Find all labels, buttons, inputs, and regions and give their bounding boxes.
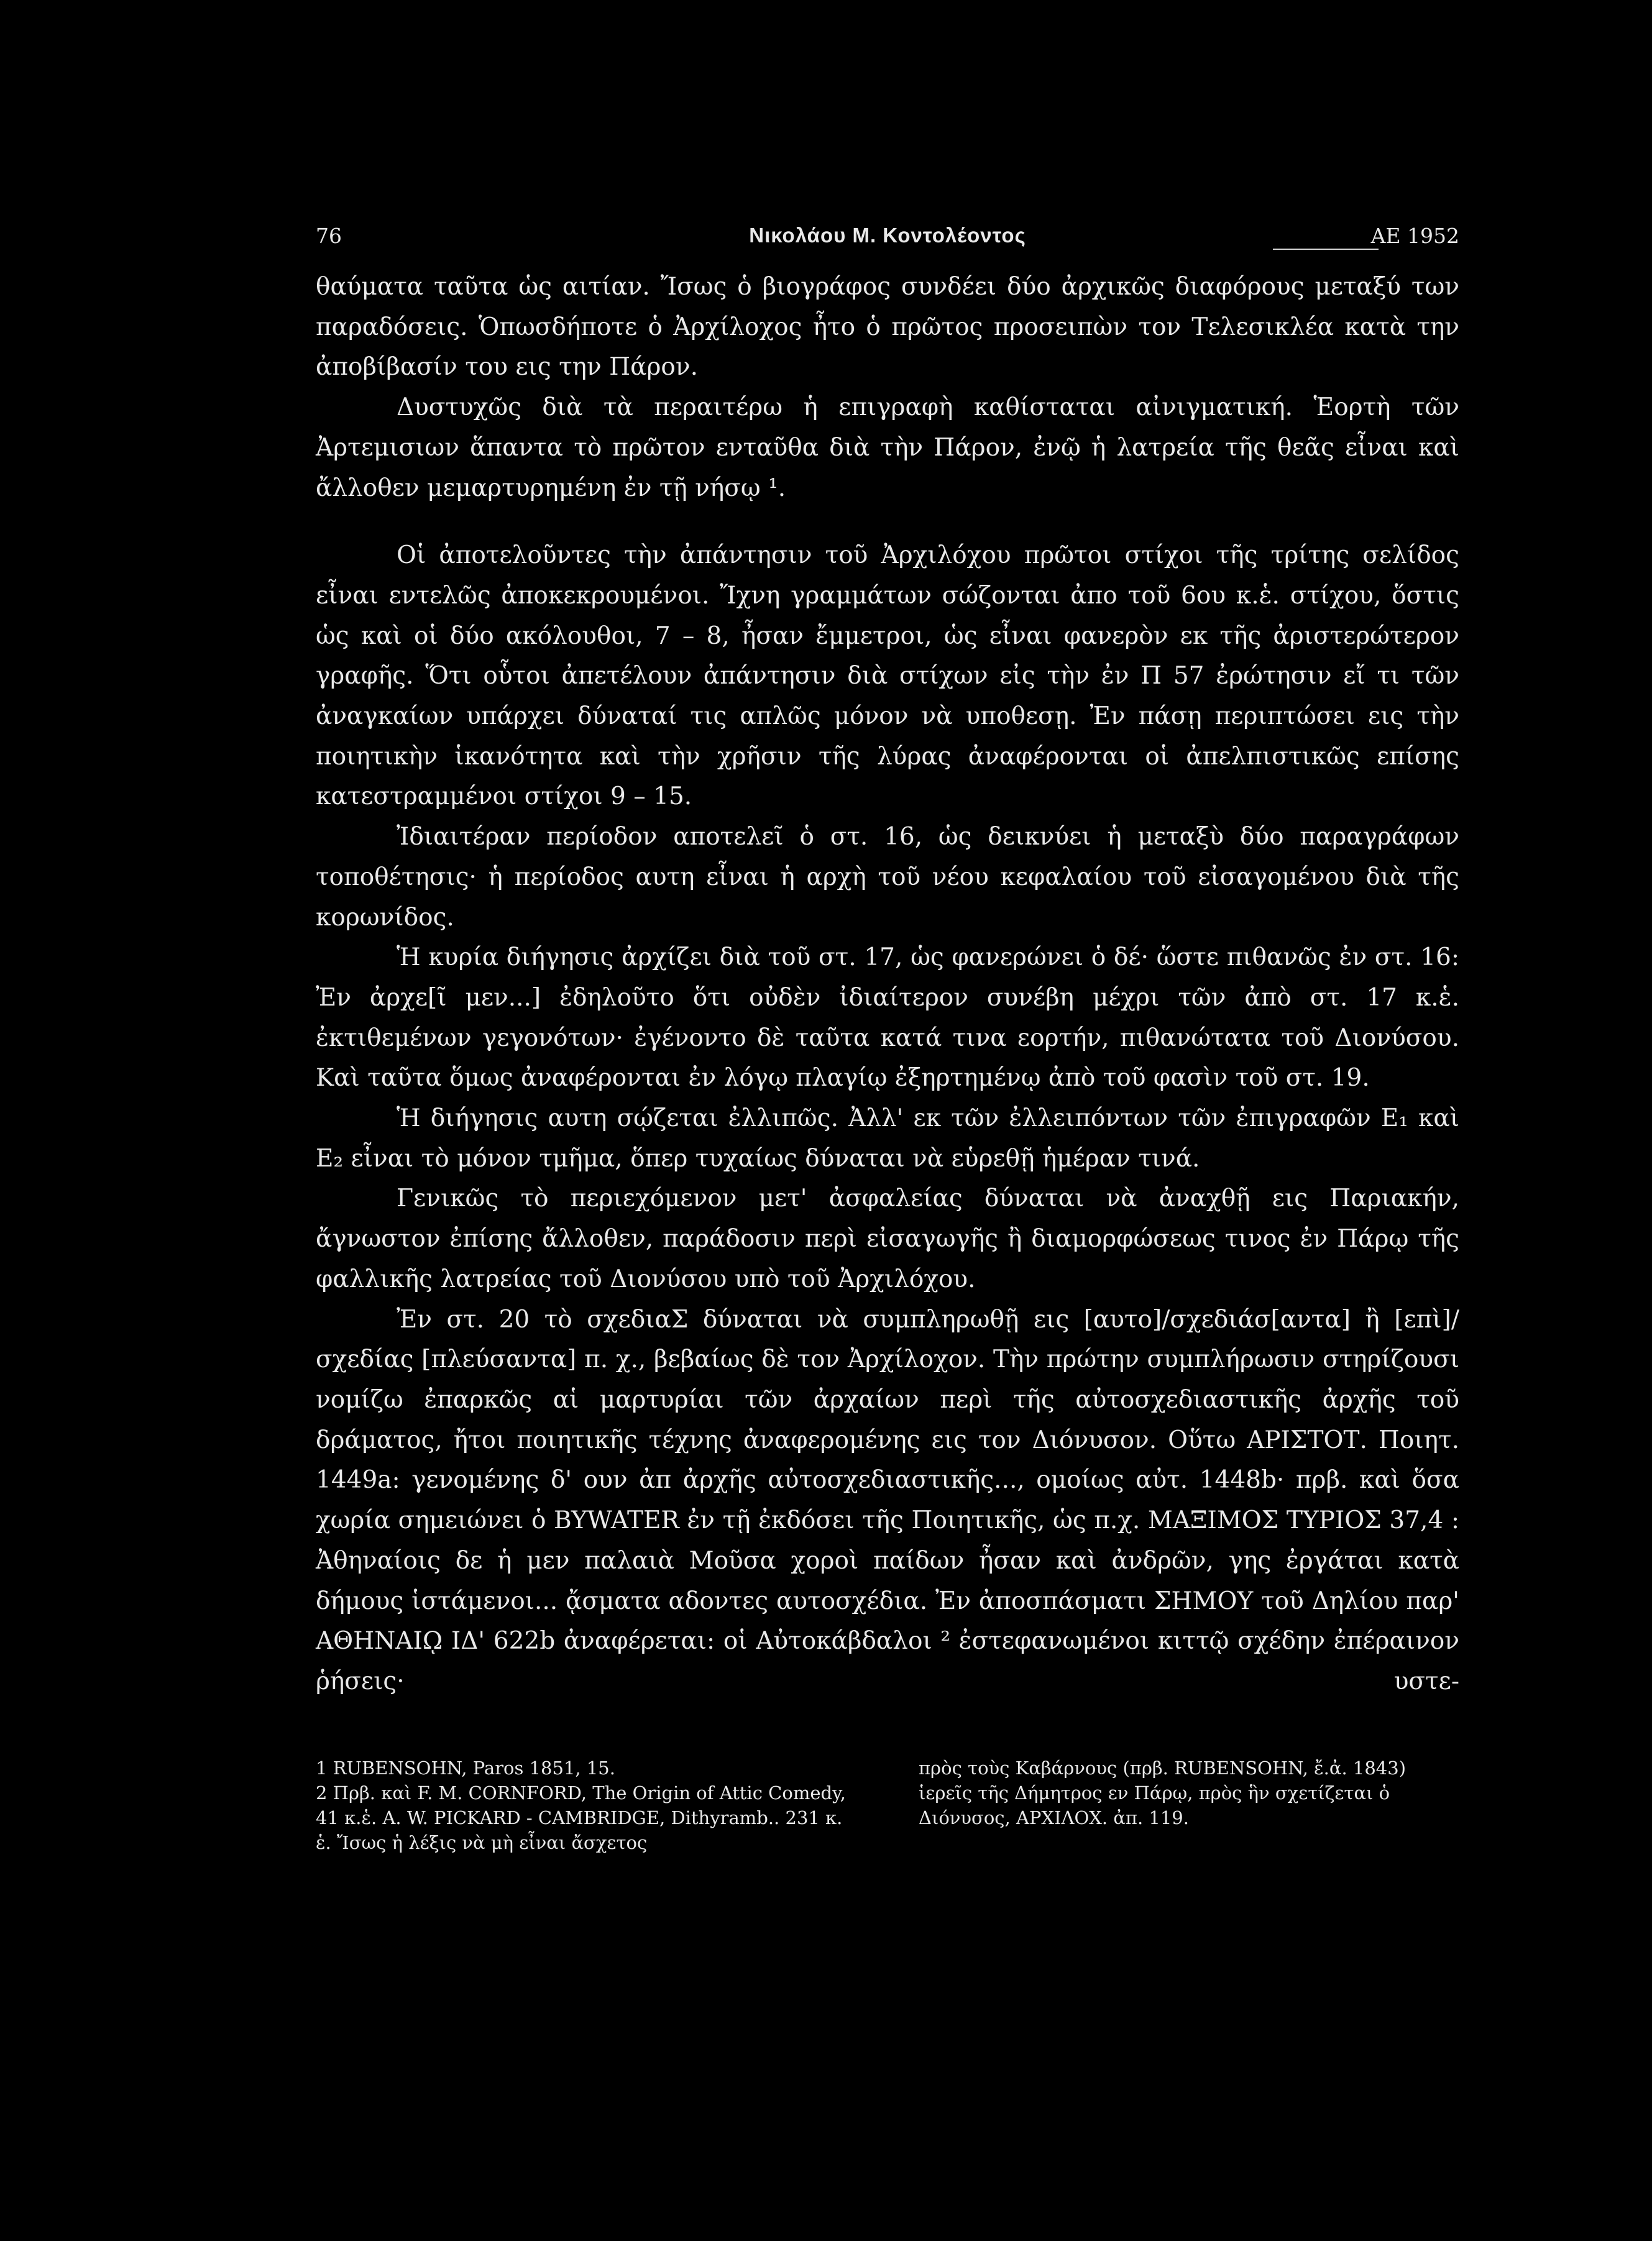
body-text (316, 267, 1459, 1702)
paragraph-3: Οἱ ἀποτελοῦντες τὴν ἀπάντησιν τοῦ Ἀρχιλόχου πρῶτοι στίχοι τῆς τρίτης σελίδος εἶναι εντελῶς ἀποκεκρουμένοι. Ἴχνη γραμμάτων σώζονται ἀπο τοῦ 6ου κ.ἑ. στίχου, ὅστις ὡς καὶ οἱ δύο ακόλουθοι, 7 – 8, ἦσαν ἔμμετροι, ὡς εἶναι φανερὸν εκ τῆς ἀριστερώτερον γραφῆς. Ὅτι οὗτοι ἀπετέλουν ἀπάντησιν διὰ στίχων εἰς τὴν ἐν Π 57 ἐρώτησιν εἴ τι τῶν ἀναγκαίων υπάρχει δύναταί τις απλῶς μόνον νὰ υποθεσῃ. Ἐν πάσῃ περιπτώσει εις τὴν ποιητικὴν ἱκανότητα καὶ τὴν χρῆσιν τῆς λύρας ἀναφέρονται οἱ ἀπελπιστικῶς επίσης κατεστραμμένοι στίχοι 9 – 15. (316, 541, 1459, 811)
running-header (316, 224, 1459, 267)
running-title-author: Νικολάου Μ. Κοντολέοντος (749, 224, 1026, 247)
document-page (316, 224, 1459, 2088)
header-rule (1273, 249, 1379, 250)
paragraph-5: Ἡ κυρία διήγησις ἀρχίζει διὰ τοῦ στ. 17, ὡς φανερώνει ὁ δέ· ὥστε πιθανῶς ἐν στ. 16: Ἐν ἀρχε[ῖ μεν...] ἐδηλοῦτο ὅτι οὐδὲν ἰδιαίτερον συνέβη μέχρι τῶν ἀπὸ στ. 17 κ.ἑ. ἐκτιθεμένων γεγονότων· ἐγένοντο δὲ ταῦτα κατά τινα εορτήν, πιθανώτατα τοῦ Διονύσου. Καὶ ταῦτα ὅμως ἀναφέρονται ἐν λόγῳ πλαγίῳ ἐξηρτημένῳ ἀπὸ τοῦ φασὶν τοῦ στ. 19. (316, 943, 1459, 1093)
footnote-2-continued: πρὸς τοὺς Καβάρνους (πρβ. RUBENSOHN, ἔ.ἀ. 1843) ἱερεῖς τῆς Δήμητρος εν Πάρῳ, πρὸς ἣν σχετίζεται ὁ Διόνυσος, ΑΡΧΙΛΟΧ. ἀπ. 119. (919, 1757, 1406, 1828)
paragraph-6: Ἡ διήγησις αυτη σῴζεται ἐλλιπῶς. Ἀλλ' εκ τῶν ἐλλειπόντων τῶν ἐπιγραφῶν Ε₁ καὶ Ε₂ εἶναι τὸ μόνον τμῆμα, ὅπερ τυχαίως δύναται νὰ εὑρεθῇ ἡμέραν τινά. (316, 1104, 1459, 1173)
footnotes-left-column (316, 1756, 863, 1855)
paragraph-2: Δυστυχῶς διὰ τὰ περαιτέρω ἡ επιγραφὴ καθίσταται αἰνιγματική. Ἑορτὴ τῶν Ἀρτεμισιων ἅπαντα τὸ πρῶτον ενταῦθα διὰ τὴν Πάρον, ἐνῷ ἡ λατρεία τῆς θεᾶς εἶναι καὶ ἄλλοθεν μεμαρτυρημένη ἐν τῇ νήσῳ ¹. (316, 393, 1459, 502)
paragraph-4: Ἰδιαιτέραν περίοδον αποτελεῖ ὁ στ. 16, ὡς δεικνύει ἡ μεταξὺ δύο παραγράφων τοποθέτησις· ἡ περίοδος αυτη εἶναι ἡ αρχὴ τοῦ νέου κεφαλαίου τοῦ εἰσαγομένου διὰ τῆς κορωνίδος. (316, 823, 1459, 932)
footnotes (316, 1756, 1459, 1855)
paragraph-1: θαύματα ταῦτα ὡς αιτίαν. Ἴσως ὁ βιογράφος συνδέει δύο ἀρχικῶς διαφόρους μεταξύ των παραδόσεις. Ὁπωσδήποτε ὁ Ἀρχίλοχος ἦτο ὁ πρῶτος προσειπὼν τον Τελεσικλέα κατὰ την ἀποβίβασίν του εις την Πάρον. (316, 273, 1459, 382)
paragraph-8: Ἐν στ. 20 τὸ σχεδιαΣ δύναται νὰ συμπληρωθῇ εις [αυτο]/σχεδιάσ[αντα] ἢ [επὶ]/σχεδίας [πλεύσαντα] π. χ., βεβαίως δὲ τον Ἀρχίλοχον. Τὴν πρώτην συμπλήρωσιν στηρίζουσι νομίζω ἐπαρκῶς αἱ μαρτυρίαι τῶν ἀρχαίων περὶ τῆς αὐτοσχεδιαστικῆς ἀρχῆς τοῦ δράματος, ἤτοι ποιητικῆς τέχνης ἀναφερομένης εις τον Διόνυσον. Οὕτω ΑΡΙΣΤΟΤ. Ποιητ. 1449a: γενομένης δ' ουν ἀπ ἀρχῆς αὐτοσχεδιαστικῆς..., ομοίως αὐτ. 1448b· πρβ. καὶ ὅσα χωρία σημειώνει ὁ BYWATER ἐν τῇ ἐκδόσει τῆς Ποιητικῆς, ὡς π.χ. ΜΑΞΙΜΟΣ ΤΥΡΙΟΣ 37,4 : Ἀθηναίοις δε ἡ μεν παλαιὰ Μοῦσα χοροὶ παίδων ἦσαν καὶ ἀνδρῶν, γης ἐργάται κατὰ δήμους ἱστάμενοι... ᾄσματα αδοντες αυτοσχέδια. Ἐν ἀποσπάσματι ΣΗΜΟΥ τοῦ Δηλίου παρ' ΑΘΗΝΑΙῼ ΙΔ' 622b ἀναφέρεται: οἱ Αὐτοκάβδαλοι ² ἐστεφανωμένοι κιττῷ σχέδην ἐπέραινον ῥήσεις· υστε- (316, 1305, 1459, 1695)
footnote-1: 1 RUBENSOHN, Paros 1851, 15. (316, 1757, 615, 1779)
page-number: 76 (316, 224, 342, 248)
footnotes-right-column (919, 1756, 1459, 1855)
journal-reference: ΑΕ 1952 (1370, 224, 1459, 248)
footnote-2: 2 Πρβ. καὶ F. M. CORNFORD, The Origin of Attic Comedy, 41 κ.ἑ. A. W. PICKARD - CAMBRIDGE, Dithyramb.. 231 κ. ἑ. Ἴσως ἡ λέξις νὰ μὴ εἶναι ἄσχετος (316, 1782, 846, 1853)
paragraph-7: Γενικῶς τὸ περιεχόμενον μετ' ἀσφαλείας δύναται νὰ ἀναχθῇ εις Παριακήν, ἄγνωστον ἐπίσης ἄλλοθεν, παράδοσιν περὶ εἰσαγωγῆς ἢ διαμορφώσεως τινος ἐν Πάρῳ τῆς φαλλικῆς λατρείας τοῦ Διονύσου υπὸ τοῦ Ἀρχιλόχου. (316, 1185, 1459, 1293)
